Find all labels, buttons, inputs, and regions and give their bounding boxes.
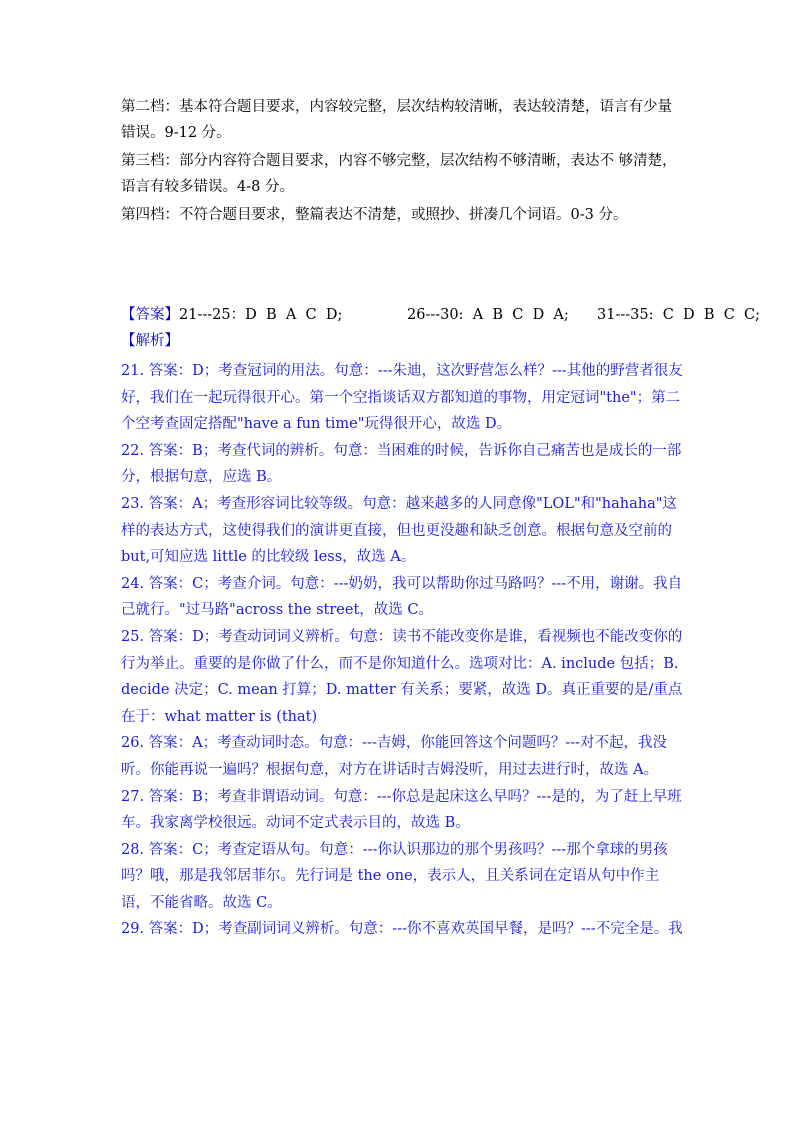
grading-level-4: 第四档：不符合题目要求，整篇表达不清楚，或照抄、拼凑几个词语。0-3 分。	[121, 207, 628, 223]
explanations-list	[121, 358, 687, 943]
explanation-25: 25. 答案：D；考查动词词义辨析。句意：读书不能改变你是谁，看视频也不能改变你的行为举止。重要的是你做了什么，而不是你知道什么。选项对比：A. include 包括；B. decide 决定；C. mean 打算；D. matter 有关系；要紧，故选 D。真正重要的是/重点在于：what matter is (that)	[121, 628, 683, 725]
explanation-23: 23. 答案：A；考查形容词比较等级。句意：越来越多的人同意像"LOL"和"hahaha"这样的表达方式，这使得我们的演讲更直接，但也更没趣和缺乏创意。根据句意及空前的but,可知应选 little 的比较级 less，故选 A。	[121, 495, 677, 566]
explanation-28: 28. 答案：C；考查定语从句。句意：---你认识那边的那个男孩吗？---那个拿球的男孩吗？哦，那是我邻居菲尔。先行词是 the one，表示人，且关系词在定语从句中作主语，不能省略。故选 C。	[121, 841, 668, 911]
answer-group-31-35: 31---35: C D B C C;	[597, 307, 761, 323]
answer-group-21-25: 21---25：D B A C D;	[179, 307, 343, 323]
answer-label: 【答案】	[121, 307, 179, 323]
explanation-24: 24. 答案：C；考查介词。句意：---奶奶，我可以帮助你过马路吗？---不用，谢谢。我自己就行。"过马路"across the street，故选 C。	[121, 575, 683, 619]
explanation-26: 26. 答案：A；考查动词时态。句意：---吉姆，你能回答这个问题吗？---对不起，我没听。你能再说一遍吗？根据句意，对方在讲话时吉姆没听，用过去进行时，故选 A。	[121, 735, 668, 778]
answer-group-26-30: 26---30: A B C D A;	[407, 307, 569, 323]
explanation-21: 21. 答案：D；考查冠词的用法。句意：---朱迪，这次野营怎么样？---其他的野营者很友好，我们在一起玩得很开心。第一个空指谈话双方都知道的事物，用定冠词"the"；第二个空考查固定搭配"have a fun time"玩得很开心，故选 D。	[121, 363, 683, 433]
grading-level-2: 第二档：基本符合题目要求，内容较完整，层次结构较清晰，表达较清楚，语言有少量错误。9-12 分。	[121, 99, 672, 141]
grading-level-3: 第三档：部分内容符合题目要求，内容不够完整，层次结构不够清晰，表达不 够清楚，语言有较多错误。4-8 分。	[121, 153, 677, 195]
explanation-27: 27. 答案：B；考查非谓语动词。句意：---你总是起床这么早吗？---是的，为了赶上早班车。我家离学校很远。动词不定式表示目的，故选 B。	[121, 788, 682, 832]
analysis-heading: 【解析】	[121, 333, 179, 349]
explanation-29: 29. 答案：D；考查副词词义辨析。句意：---你不喜欢英国早餐，是吗？---不完全是。我	[121, 921, 683, 938]
grading-criteria	[121, 94, 681, 230]
explanation-22: 22. 答案：B；考查代词的辨析。句意：当困难的时候，告诉你自己痛苦也是成长的一部分，根据句意，应选 B。	[121, 442, 682, 486]
answer-key	[121, 303, 761, 327]
